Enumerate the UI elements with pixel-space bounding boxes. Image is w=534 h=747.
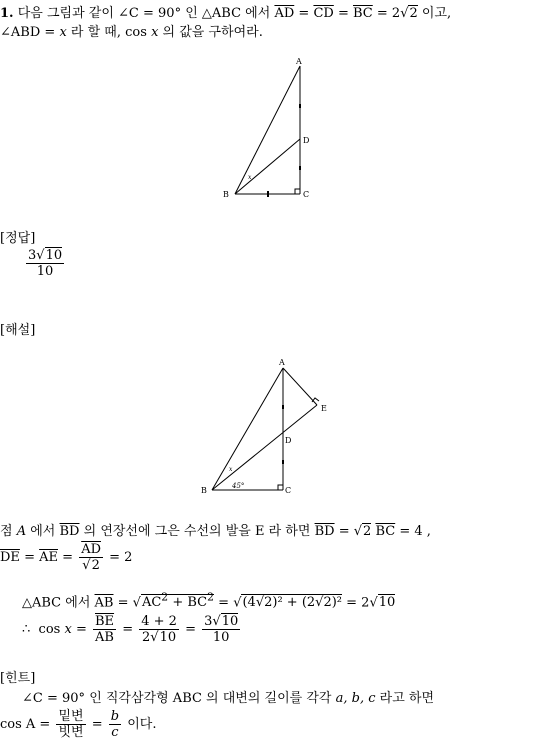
denominator: 10: [212, 630, 230, 645]
label-A: A: [296, 57, 302, 66]
text: 의 값을 구하여라.: [162, 25, 263, 40]
answer-label: [정답]: [0, 231, 36, 246]
math: =: [24, 550, 35, 565]
solution-line-3: △ABC 에서 $\overline{AB} = √AC^2 + \overline{BC}^2 = √(4√2)^2 + (2√2)^2 = 2√10$: [22, 591, 396, 611]
math: =: [338, 524, 350, 539]
sqrt-radicand: 2: [91, 558, 100, 573]
math: = 4 ,: [399, 524, 431, 539]
solution-label: [해설]: [0, 323, 36, 338]
text: 라고 하면: [379, 691, 435, 706]
sqrt-radicand: 2: [363, 524, 372, 539]
denominator: 10: [36, 264, 54, 279]
math: = 2: [346, 595, 370, 611]
sqrt-radicand: 10: [159, 630, 177, 645]
math: =: [117, 595, 129, 611]
exponent: 2: [161, 591, 169, 604]
label-E: E: [321, 404, 327, 413]
math: ∠ABD =: [0, 25, 56, 40]
label-x: x: [248, 174, 252, 181]
text: 인 △ABC 에서: [185, 6, 271, 21]
segment-BE: $\overline{BE}$: [95, 614, 115, 629]
fraction: $\frac{3√10}{10}$: [204, 614, 239, 645]
label-B: B: [201, 486, 207, 495]
text: 인 직각삼각형 ABC 의 대변의 길이를 각각: [89, 691, 332, 706]
numerator: 4 + 2: [141, 614, 177, 629]
segment-BC: $\overline{BC}$: [353, 6, 373, 21]
expression: (4√2)² + (2√2)²: [242, 595, 343, 611]
numerator: 밑변: [58, 709, 84, 724]
var-c: c: [111, 725, 119, 740]
label-C: C: [285, 486, 292, 495]
answer-fraction: $\frac{3√10}{10}$: [28, 248, 63, 279]
text: 에서: [30, 524, 56, 539]
sqrt-radicand: 2: [409, 6, 418, 21]
segment-AE: $\overline{AE}$: [39, 550, 58, 565]
label-x: x: [229, 466, 233, 473]
text: 이다.: [127, 717, 157, 732]
segment-AC: AC: [141, 595, 162, 611]
text: 이고,: [421, 6, 452, 21]
var-x: x: [151, 25, 159, 40]
math: cos A =: [0, 717, 51, 732]
var-b: b: [110, 709, 120, 724]
label-D: D: [285, 436, 292, 445]
var-A: A: [16, 524, 27, 539]
exponent: 2: [207, 591, 215, 604]
math: = 2: [109, 550, 133, 565]
segment-DE: $\overline{DE}$: [0, 550, 20, 565]
denominator: 빗변: [58, 725, 84, 740]
figure-triangle-1: [220, 55, 320, 205]
segment-BD: $\overline{BD}$: [314, 524, 335, 539]
math: =: [185, 622, 196, 637]
figure-triangle-2: [198, 350, 338, 500]
math: =: [298, 6, 310, 21]
fraction: [93, 614, 116, 645]
text: 다음 그림과 같이: [17, 6, 114, 21]
segment-CD: $\overline{CD}$: [313, 6, 334, 21]
fraction: $\frac{\overline{AD}}{√2}$: [81, 542, 101, 573]
var-x: x: [64, 622, 72, 637]
hint-line-1: [22, 690, 434, 708]
fraction: [56, 709, 85, 740]
segment-BC: $\overline{BC}$: [187, 595, 208, 611]
vars: a, b, c: [335, 691, 376, 706]
segment-AB: $\overline{AB}$: [94, 595, 114, 611]
math: =: [337, 6, 349, 21]
segment-AD: $\overline{AD}$: [274, 6, 295, 21]
problem-line-1: 1. 다음 그림과 같이 ∠C = 90° 인 △ABC 에서 $\overline{AD} = \overline{CD} = \overline{BC} = 2√2$ 이고,: [0, 6, 452, 21]
math: cos: [125, 25, 147, 40]
fraction: $\frac{4 + 2}{2√10}$: [141, 614, 177, 645]
math: =: [218, 595, 230, 611]
segment-AB: AB: [95, 630, 114, 645]
math: = 2: [376, 6, 401, 21]
coef: 3: [28, 248, 37, 263]
text: 점: [0, 524, 13, 539]
coef: 3: [204, 614, 213, 629]
math: ∠C = 90°: [118, 6, 182, 21]
solution-line-1: 점 A 에서 $\overline{BD}$ 의 연장선에 그은 수선의 발을 E 라 하면 $\overline{BD} = √2$ $\overline{BC} = 4$ ,: [0, 524, 431, 539]
solution-line-4: [22, 614, 242, 646]
text: 라 할 때,: [70, 25, 121, 40]
label-C: C: [303, 190, 310, 199]
math: =: [91, 717, 103, 732]
coef: 2: [142, 630, 151, 645]
math: cos: [38, 622, 61, 637]
text: △ABC 에서: [22, 595, 91, 611]
math: =: [62, 550, 74, 565]
math: =: [122, 622, 134, 637]
math: +: [172, 595, 184, 611]
solution-line-2: [0, 542, 132, 573]
segment-BD: $\overline{BD}$: [59, 524, 80, 539]
sqrt-radicand: 10: [45, 248, 63, 263]
sqrt-radicand: 10: [221, 614, 239, 629]
segment-BC: $\overline{BC}$: [375, 524, 396, 539]
label-B: B: [223, 190, 229, 199]
text: 의 연장선에 그은 수선의 발을 E 라 하면: [83, 524, 311, 539]
label-D: D: [303, 136, 310, 145]
fraction: [109, 709, 121, 740]
segment-AD: $\overline{AD}$: [81, 542, 101, 557]
problem-line-2: [0, 24, 263, 42]
math: =: [75, 622, 87, 637]
therefore-symbol: ∴: [22, 622, 31, 637]
label-A: A: [279, 358, 285, 367]
sqrt-radicand: 10: [378, 595, 396, 611]
math: ∠C = 90°: [22, 691, 86, 706]
problem-number: 1.: [0, 6, 14, 21]
hint-line-2: [0, 708, 157, 742]
var-x: x: [59, 25, 67, 40]
label-45: 45°: [232, 482, 245, 490]
hint-label: [힌트]: [0, 671, 36, 686]
